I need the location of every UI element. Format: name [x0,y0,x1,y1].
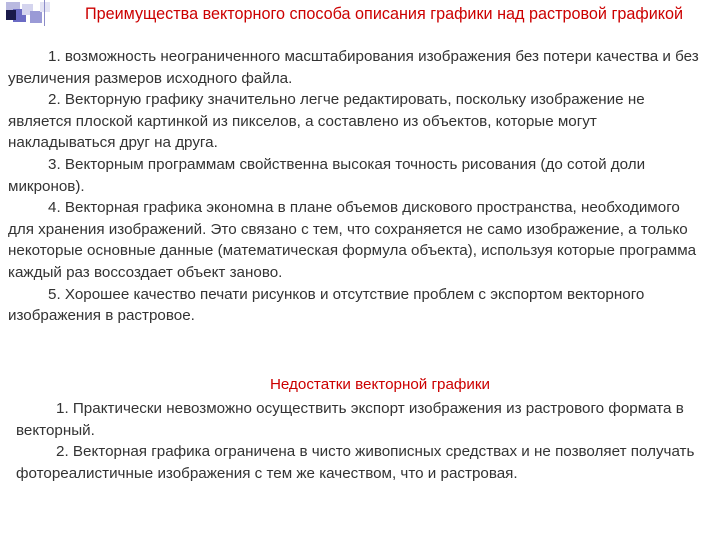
decor-square [30,11,42,23]
disadvantages-list [16,398,708,484]
list-item-text: 2. Векторная графика ограничена в чисто живописных средствах и не позволяет получать фотореалистичные изображения с тем же качеством, что и растровая. [16,443,695,482]
list-item [16,441,708,484]
list-item-text: 3. Векторным программам свойственна высокая точность рисования (до сотой доли микронов). [8,155,646,195]
list-item-text: 4. Векторная графика экономна в плане объемов дискового пространства, необходимого для хранения изображений. Это связано с тем, что сохраняется не само изображение, а только некоторые основные данные (математическая формула объекта), используя которые программа каждый раз воссоздает объект заново. [8,199,697,281]
list-item [8,89,708,154]
list-item-text: 1. возможность неограниченного масштабирования изображения без потери качества и без увеличения размеров исходного файла. [8,48,699,87]
list-item [8,154,708,197]
decor-square [40,2,50,12]
list-item-text: 2. Векторную графику значительно легче редактировать, поскольку изображение не является плоской картинкой из пикселов, а составлено из объектов, которые могут накладываться друг на друга. [8,91,645,152]
page-title: Преимущества векторного способа описания графики над растровой графикой [84,5,684,23]
decor-line [44,0,45,26]
list-item-text: 1. Практически невозможно осуществить экспорт изображения из растрового формата в векторный. [16,400,684,439]
list-item [8,46,708,89]
list-item-text: 5. Хорошее качество печати рисунков и отсутствие проблем с экспортом векторного изображения в растровое. [8,285,645,325]
section-title: Недостатки векторной графики [269,376,491,393]
list-item [8,284,708,327]
list-item [16,398,708,441]
list-item [8,197,708,283]
advantages-list [8,46,708,327]
bullet-square-icon [6,10,16,20]
